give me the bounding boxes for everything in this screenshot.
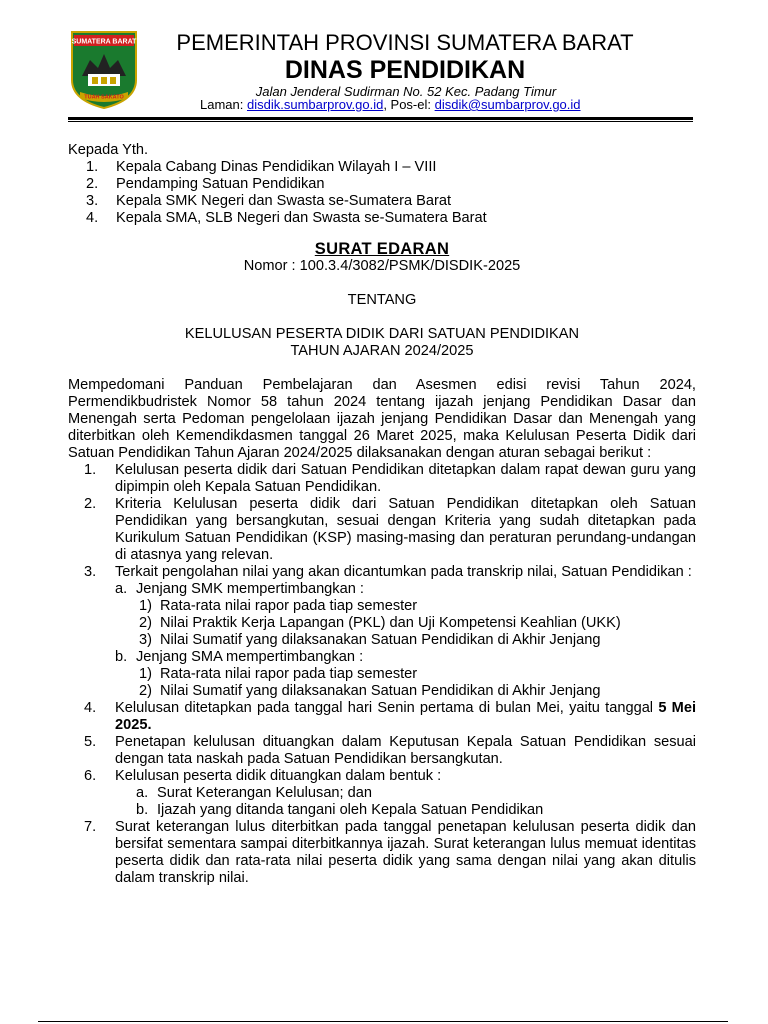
rule-text: Surat keterangan lulus diterbitkan pada tanggal penetapan kelulusan peserta didik dan bersifat sementara sampai diterbitkannya ijazah. Surat keterangan lulus memuat identitas peserta didik dan rata-rata nilai peserta didik yang sama dengan nilai yang akan ditulis dalam transkrip nilai.: [115, 819, 696, 886]
point-item: [115, 615, 696, 632]
point-text: Nilai Sumatif yang dilaksanakan Satuan Pendidikan di Akhir Jenjang: [160, 632, 601, 648]
rule-text: Kriteria Kelulusan peserta didik dari Satuan Pendidikan ditetapkan oleh Satuan Pendidikan yang bersangkutan, sesuai dengan Kriteria yang sudah ditetapkan pada Kurikulum Satuan Pendidikan (KSP) masing-masing dan peraturan perundang-undangan di atasnya yang relevan.: [115, 496, 696, 563]
rule-text: Kelulusan ditetapkan pada tanggal hari Senin pertama di bulan Mei, yaitu tanggal: [115, 700, 659, 716]
contact-line: [200, 97, 580, 112]
letterhead: [0, 0, 768, 125]
email-link[interactable]: disdik@sumbarprov.go.id: [434, 97, 581, 112]
subitem-label: b.: [115, 649, 128, 665]
point-text: Rata-rata nilai rapor pada tiap semester: [160, 666, 418, 682]
rule-item: [68, 819, 696, 887]
subitem-text: Jenjang SMK mempertimbangkan :: [136, 581, 364, 597]
point-item: [115, 683, 696, 700]
rule-number: 2.: [84, 496, 97, 512]
point-item: [115, 666, 696, 683]
recipient-list: [68, 159, 696, 227]
letter-body: [68, 142, 696, 887]
point-text: Nilai Sumatif yang dilaksanakan Satuan Pendidikan di Akhir Jenjang: [160, 683, 601, 699]
rule-sublist: [115, 581, 696, 700]
government-name: PEMERINTAH PROVINSI SUMATERA BARAT: [176, 30, 634, 55]
rule-number: 4.: [84, 700, 97, 716]
rule-item: [68, 700, 696, 734]
point-number: 2): [139, 615, 152, 631]
rule-item: [68, 462, 696, 496]
point-number: 1): [139, 666, 152, 682]
point-text: Nilai Praktik Kerja Lapangan (PKL) dan Uji Kompetensi Keahlian (UKK): [160, 615, 621, 631]
recipient-item: [68, 210, 696, 227]
salutation: Kepada Yth.: [68, 142, 149, 158]
recipient-text: Pendamping Satuan Pendidikan: [116, 176, 325, 192]
rule-number: 7.: [84, 819, 97, 835]
footer-divider: [38, 1021, 728, 1022]
circular-topic-line-2: TAHUN AJARAN 2024/2025: [290, 343, 474, 359]
circular-number: Nomor : 100.3.4/3082/PSMK/DISDIK-2025: [243, 258, 521, 274]
rule-item: [68, 768, 696, 819]
rule-item: [68, 734, 696, 768]
rule-subitem: [115, 802, 696, 819]
province-emblem-icon: [68, 30, 140, 110]
rule-text: Penetapan kelulusan dituangkan dalam Keputusan Kepala Satuan Pendidikan sesuai dengan tata naskah pada Satuan Pendidikan bersangkutan.: [115, 734, 696, 767]
recipient-text: Kepala SMA, SLB Negeri dan Swasta se-Sumatera Barat: [116, 210, 487, 226]
rules-list: [68, 462, 696, 887]
recipient-number: 3.: [86, 193, 99, 209]
rule-subitem: [115, 649, 696, 700]
rule-number: 1.: [84, 462, 97, 478]
point-list: [115, 666, 696, 700]
rule-item: [68, 564, 696, 700]
circular-about-label: TENTANG: [347, 292, 417, 308]
rule-item: [68, 496, 696, 564]
rule-text: Kelulusan peserta didik dari Satuan Pendidikan ditetapkan dalam rapat dewan guru yang dipimpin oleh Kepala Satuan Pendidikan.: [115, 462, 696, 495]
subitem-text: Ijazah yang ditanda tangani oleh Kepala Satuan Pendidikan: [157, 802, 544, 818]
graduation-date: 5 Mei 2025.: [115, 700, 697, 733]
website-link[interactable]: disdik.sumbarprov.go.id: [246, 97, 384, 112]
point-item: [115, 598, 696, 615]
point-number: 1): [139, 598, 152, 614]
subitem-label: a.: [136, 785, 149, 801]
rule-text: Terkait pengolahan nilai yang akan dicantumkan pada transkrip nilai, Satuan Pendidikan :: [115, 564, 692, 580]
website-label: Laman:: [200, 97, 247, 112]
rule-number: 6.: [84, 768, 97, 784]
point-text: Rata-rata nilai rapor pada tiap semester: [160, 598, 418, 614]
recipient-number: 4.: [86, 210, 99, 226]
point-number: 2): [139, 683, 152, 699]
email-label: , Pos-el:: [383, 97, 435, 112]
recipient-number: 1.: [86, 159, 99, 175]
subitem-label: b.: [136, 802, 149, 818]
recipient-number: 2.: [86, 176, 99, 192]
rule-sublist: [115, 785, 696, 819]
letterhead-divider-thin: [68, 121, 693, 122]
recipient-item: [68, 193, 696, 210]
subitem-label: a.: [115, 581, 128, 597]
rule-number: 3.: [84, 564, 97, 580]
rule-text: Kelulusan peserta didik dituangkan dalam bentuk :: [115, 768, 442, 784]
department-name: DINAS PENDIDIKAN: [284, 56, 526, 84]
point-number: 3): [139, 632, 152, 648]
recipient-text: Kepala SMK Negeri dan Swasta se-Sumatera Barat: [116, 193, 452, 209]
intro-paragraph: Mempedomani Panduan Pembelajaran dan Asesmen edisi revisi Tahun 2024, Permendikbudristek Nomor 58 tahun 2024 tentang ijazah jenjang Pendidikan Dasar dan Menengah serta Pedoman pengelolaan ijazah jenjang Pendidikan Dasar dan Menengah yang diterbitkan oleh Kemendikdasmen tanggal 26 Maret 2025, maka Kelulusan Peserta Didik dari Satuan Pendidikan Tahun Ajaran 2024/2025 dilaksanakan dengan aturan sebagai berikut :: [68, 377, 696, 461]
subitem-text: Surat Keterangan Kelulusan; dan: [157, 785, 373, 801]
circular-title: SURAT EDARAN: [314, 240, 450, 258]
recipient-text: Kepala Cabang Dinas Pendidikan Wilayah I – VIII: [116, 159, 437, 175]
emblem-top-text: SUMATERA BARAT: [71, 38, 137, 46]
recipient-item: [68, 176, 696, 193]
subitem-text: Jenjang SMA mempertimbangkan :: [136, 649, 364, 665]
rule-number: 5.: [84, 734, 97, 750]
office-address: Jalan Jenderal Sudirman No. 52 Kec. Padang Timur: [255, 84, 557, 99]
letterhead-divider-thick: [68, 117, 693, 120]
point-list: [115, 598, 696, 649]
rule-subitem: [115, 785, 696, 802]
recipient-item: [68, 159, 696, 176]
point-item: [115, 632, 696, 649]
rule-subitem: [115, 581, 696, 649]
emblem-motto-text: TUAH SAKATO: [84, 94, 124, 101]
circular-topic-line-1: KELULUSAN PESERTA DIDIK DARI SATUAN PENDIDIKAN: [184, 326, 580, 342]
